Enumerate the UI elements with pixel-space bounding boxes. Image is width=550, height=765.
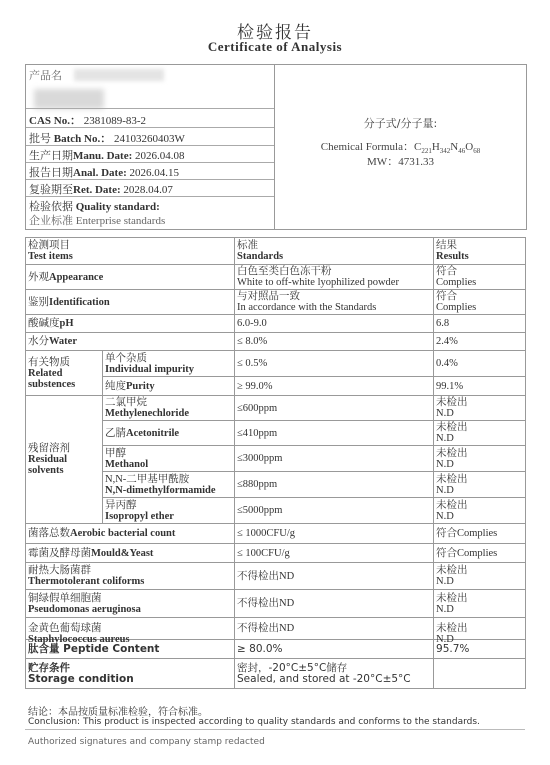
enterprise-standard-row: 企业标准 Enterprise standards <box>29 215 166 227</box>
product-name-label: 产品名 <box>29 70 62 82</box>
table-row: 耐热大肠菌群 Thermotolerant coliforms 不得检出ND 未检出 N.D <box>26 563 526 590</box>
batch-row: 批号 Batch No.： 24103260403W <box>29 133 185 145</box>
signature-note: Authorized signatures and company stamp redacted <box>28 737 265 747</box>
report-title-en: Certificate of Analysis <box>207 39 343 54</box>
table-row: 甲醇 Methanol ≤3000ppm 未检出 N.D <box>26 446 526 472</box>
test-results-table <box>25 237 526 689</box>
manu-date-row: 生产日期Manu. Date: 2026.04.08 <box>29 150 185 162</box>
product-info-left <box>26 65 275 229</box>
conclusion-cn: 结论：本品按质量标准检验，符合标准。 <box>28 707 208 718</box>
product-info-box <box>25 64 527 230</box>
table-row: 肽含量 Peptide Content ≥ 80.0% 95.7% <box>26 640 526 659</box>
redaction-mark <box>34 89 104 109</box>
conclusion-en: Conclusion: This product is inspected according to quality standards and conforms to the standards. <box>28 717 480 727</box>
quality-standard-row: 检验依据 Quality standard: <box>29 201 160 213</box>
table-row: 金黄色葡萄球菌 Staphylococcus aureus 不得检出ND 未检出 N.D <box>26 618 526 640</box>
cas-row: CAS No.： 2381089-83-2 <box>29 115 147 127</box>
table-row: 乙腈Acetonitrile ≤410ppm 未检出 N.D <box>26 421 526 446</box>
table-row: 鉴别Identification 与对照品一致 In accordance with the Standards 符合 Complies <box>26 290 526 315</box>
table-row: 残留溶剂 Residual solvents 二氯甲烷 Methylenechloride ≤600ppm 未检出 N.D <box>26 396 526 421</box>
formula-panel <box>275 65 526 229</box>
table-row: 异丙醇 Isopropyl ether ≤5000ppm 未检出 N.D <box>26 498 526 524</box>
table-header-row: 检测项目 Test items 标准 Standards 结果 Results <box>26 238 526 265</box>
table-row: 贮存条件 Storage condition 密封，-20°C±5°C储存 Sealed, and stored at -20°C±5°C <box>26 659 526 689</box>
redaction-mark <box>74 69 164 81</box>
table-row: 酸碱度pH 6.0-9.0 6.8 <box>26 315 526 333</box>
table-row: 外观Appearance 白色至类白色冻干粉 White to off-white lyophilized powder 符合 Complies <box>26 265 526 290</box>
formula-title: 分子式/分子量: <box>363 117 438 130</box>
table-row: 霉菌及酵母菌Mould&Yeast ≤ 100CFU/g 符合Complies <box>26 544 526 563</box>
table-row: 菌落总数Aerobic bacterial count ≤ 1000CFU/g 符合Complies <box>26 524 526 544</box>
table-row: 水分Water ≤ 8.0% 2.4% <box>26 333 526 351</box>
report-title-cn: 检验报告 <box>237 23 313 42</box>
ret-date-row: 复验期至Ret. Date: 2028.04.07 <box>29 184 173 196</box>
table-row: 铜绿假单细胞菌 Pseudomonas aeruginosa 不得检出ND 未检出 N.D <box>26 590 526 618</box>
chemical-formula: Chemical Formula：$C_{221}H_{342}N_{46}O_{68}$ <box>320 141 481 156</box>
footer-divider <box>25 729 525 730</box>
table-row: N,N-二甲基甲酰胺 N,N-dimethylformamide ≤880ppm 未检出 N.D <box>26 472 526 498</box>
table-row: 有关物质 Related substences 单个杂质 Individual impurity ≤ 0.5% 0.4% <box>26 351 526 377</box>
molecular-weight: MW：4731.33 <box>367 156 434 168</box>
anal-date-row: 报告日期Anal. Date: 2026.04.15 <box>29 167 180 179</box>
table-row: 纯度Purity ≥ 99.0% 99.1% <box>26 377 526 396</box>
